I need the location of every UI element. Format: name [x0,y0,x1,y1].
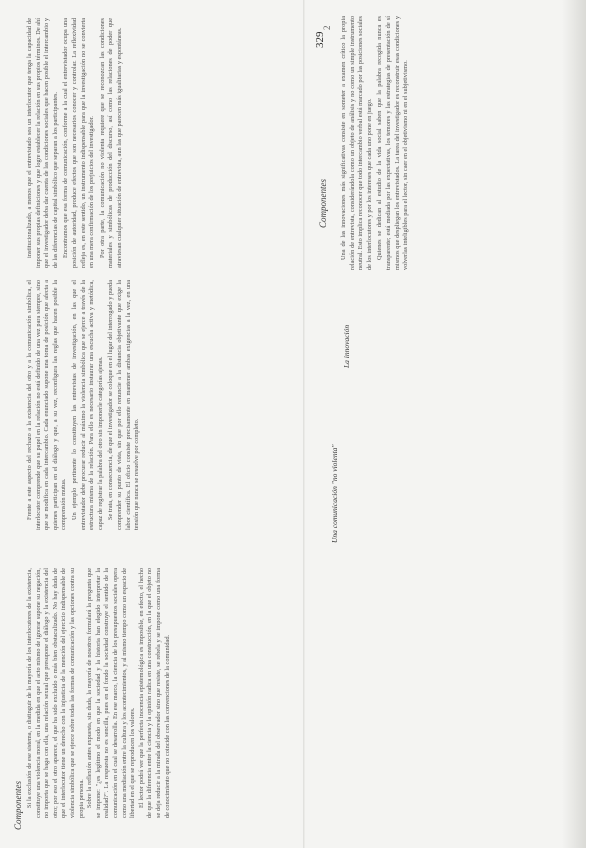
running-header-right: Componentes [318,179,328,228]
paragraph: Una de las innovaciones más significativas consiste en someter a examen crítico la propia relación de entrevista, considerándola como un objeto de análisis y no como un simple instrumento neutral. Esto implica reconocer que todo intercambio verbal está marcado por las posiciones sociales de los interlocutores y por los intereses que cada uno pone en juego. [340,16,373,270]
text-column-left [26,568,571,818]
running-header-left: Componentes [13,781,23,830]
paragraph: Frente a este aspecto del rechazo a la existencia del otro y a la comunicación simbólica, el interlocutor comprende que su papel en la relación no está definido de una vez para siempre, sino que se modifica en cada intercambio. Cada enunciado supone una toma de posición que afecta a quienes participan en el diálogo y que, a su vez, reconfigura las reglas que hacen posible la comprensión mutua. [26,280,68,530]
paragraph: institucionalizado, a menos que el entrevistado sea un interlocutor que tenga la capacidad de imponer sus propias definiciones y que logre establecer la relación en sus propios términos. De ahí que el investigador deba dar cuenta de las condiciones sociales que hacen posible el intercambio y de las diferencias de capital simbólico que separan a los participantes. [26,18,59,268]
text-column-right-bottom [340,16,580,270]
text-column-right-top [26,18,326,268]
paragraph: Un ejemplo pertinente lo constituyen las entrevistas de investigación, en las que el entrevistador debe procurar reducir al máximo la violencia simbólica que se ejerce a través de la estructura misma de la relación. Para ello es necesario instaurar una escucha activa y metódica, capaz de registrar la palabra del otro sin imponerle categorías ajenas. [70,280,104,530]
page-number-mark: 2 [322,25,332,30]
paragraph: Encontramos que esa forma de comunicación, conforme a la cual el entrevistador ocupa una posición de autoridad, produce efectos que son necesarios conocer y controlar. La reflexividad refleja es, en este sentido, un instrumento indispensable para que la investigación no se convierta en una mera confirmación de los prejuicios del investigador. [62,18,96,268]
paragraph: Quienes se dedican al estudio de la vida social saben que la palabra recogida nunca es transparente; está mediada por las expectativas, los temores y las estrategias de presentación de sí mismos que despliegan los entrevistados. La tarea del investigador es reconstruir esas condiciones y volverlas inteligibles para el lector, sin caer en el objetivismo ni en el subjetivismo. [376,16,410,270]
section-heading-right: La innovación [342,324,351,368]
paragraph: Sobre la reflexión antes expuesta, sin duda, la mayoría de nosotros formulará la pregunta que se impone: "¿es legítimo el modo en que la sociedad y la historia han elegido interpretar la realidad?". La respuesta no es sencilla, pues en el fondo la sociedad construye el sentido de la comunicación en el cual se desarrolla. En ese marco, la ciencia de los presupuestos sociales opera como una mediación entre la cultura y los acontecimientos, y al mismo tiempo como un espacio de libertad en el que se reproducen los valores. [86,568,137,818]
page-gutter [586,0,607,848]
text-column-middle [26,280,571,530]
paragraph: Se trata, en consecuencia, de que el investigador se coloque en el lugar del interrogado y pueda comprender su punto de vista, sin que por ello renuncie a la distancia objetivante que exige la labor científica. El oficio consiste precisamente en mantener ambas exigencias a la vez, en una tensión que nunca se resuelve por completo. [107,280,141,530]
paragraph: Si la exclusión de ese sistema, o distinguir de la mayoría de los interlocutores de la existencia, constituye una violencia moral, en la medida en que el acto mismo de ignorar supone su negación, no importa que se haga con ella, una relación sexual que presupone el diálogo y la existencia del otro; por eso el otro aparece, el que ha sido excluido o más bien obstaculizado. No hay duda de que el interlocutor tiene un derecho con la injusticia de la mención del ejercicio indispensable de violencia simbólica que se ejerce sobre todas las formas de comunicación y las opciones contra su propia persona. [26,568,85,818]
section-heading-left: Una comunicación "no violenta" [330,444,339,543]
page-number: 329 [314,31,326,48]
paragraph: Por otra parte, la comunicación no violenta requiere que se reconozcan las condiciones materiales y simbólicas de producción del discurso, así como las relaciones de poder que atraviesan cualquier situación de entrevista, aun las que parecen más igualitarias y espontáneas. [98,18,123,268]
paragraph: El lector podrá ver que la perfecta inocencia epistemológica es imposible, en efecto, el hecho de que la diferencia entre la ciencia y la opinión radica en una construcción, en la que el objeto no se deja reducir a la mirada del observador sino que resiste, se rebela y se impone como una forma de conocimiento que no coincide con las convenciones de la comunidad. [137,568,171,818]
